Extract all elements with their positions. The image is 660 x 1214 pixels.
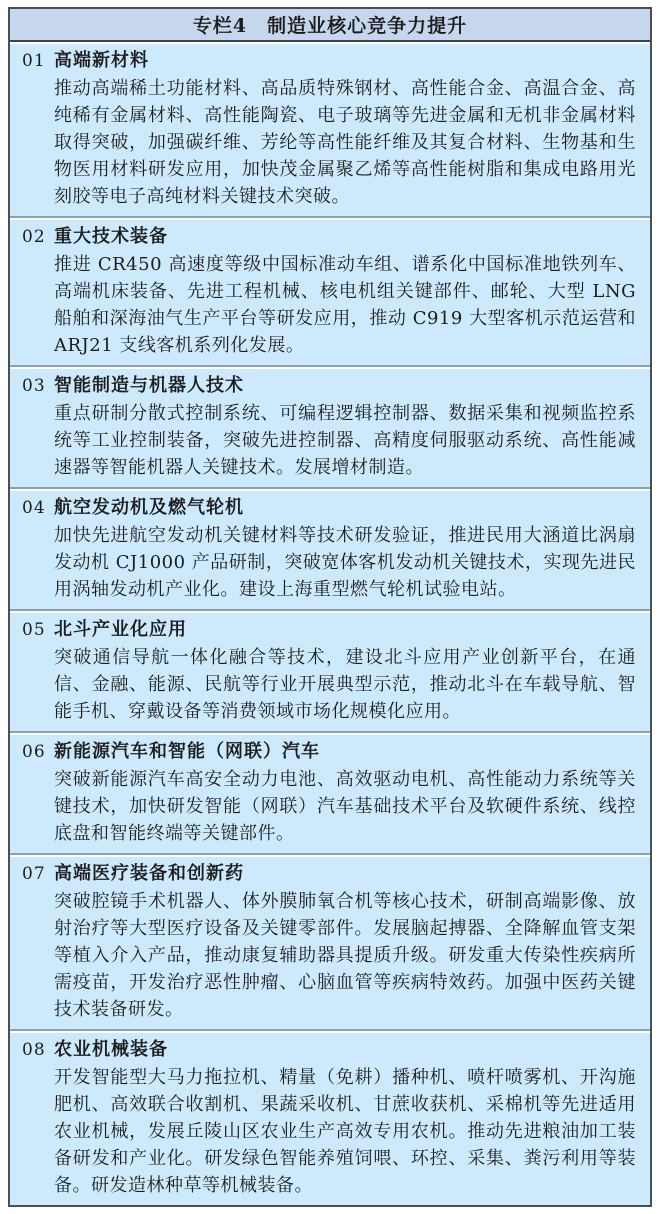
item-section (10, 487, 650, 609)
item-head (22, 616, 638, 644)
item-section (10, 1029, 650, 1205)
item-body: 重点研制分散式控制系统、可编程逻辑控制器、数据采集和视频监控系统等工业控制装备，突破先进控制器、高精度伺服驱动系统、高性能减速器等智能机器人关键技术。发展增材制造。 (54, 403, 636, 478)
item-number: 06 (22, 742, 46, 762)
panel-header (10, 9, 650, 42)
item-head (22, 223, 638, 251)
item-title: 新能源汽车和智能（网联）汽车 (54, 741, 320, 762)
item-body: 突破通信导航一体化融合等技术，建设北斗应用产业创新平台，在通信、金融、能源、民航等行业开展典型示范，推动北斗在车载导航、智能手机、穿戴设备等消费领域市场化规模化应用。 (54, 647, 636, 722)
item-section (10, 365, 650, 487)
item-title: 高端医疗装备和创新药 (54, 863, 244, 884)
item-head (22, 738, 638, 766)
item-body: 推进 CR450 高速度等级中国标准动车组、谱系化中国标准地铁列车、高端机床装备、先进工程机械、核电机组关键部件、邮轮、大型 LNG 船舶和深海油气生产平台等研发应用，推动 C919 大型客机示范运营和 ARJ21 支线客机系列化发展。 (54, 254, 636, 356)
item-body: 突破腔镜手术机器人、体外膜肺氧合机等核心技术，研制高端影像、放射治疗等大型医疗设备及关键零部件。发展脑起搏器、全降解血管支架等植入介入产品，推动康复辅助器具提质升级。研发重大传染性疾病所需疫苗，开发治疗恶性肿瘤、心脑血管等疾病特效药。加强中医药关键技术装备研发。 (54, 891, 636, 1020)
item-number: 08 (22, 1040, 46, 1060)
item-body: 加快先进航空发动机关键材料等技术研发验证，推进民用大涵道比涡扇发动机 CJ1000 产品研制，突破宽体客机发动机关键技术，实现先进民用涡轴发动机产业化。建设上海重型燃气轮机试验电站。 (54, 525, 636, 600)
item-title: 航空发动机及燃气轮机 (54, 497, 244, 518)
item-title: 农业机械装备 (54, 1039, 168, 1060)
item-head (22, 372, 638, 400)
item-number: 02 (22, 227, 46, 247)
feature-box-panel (8, 7, 652, 1207)
item-number: 03 (22, 376, 46, 396)
item-head (22, 1036, 638, 1064)
item-section (10, 853, 650, 1029)
item-body: 突破新能源汽车高安全动力电池、高效驱动电机、高性能动力系统等关键技术，加快研发智能（网联）汽车基础技术平台及软硬件系统、线控底盘和智能终端等关键部件。 (54, 769, 636, 844)
item-list (10, 42, 650, 1205)
item-section (10, 42, 650, 216)
item-body: 开发智能型大马力拖拉机、精量（免耕）播种机、喷杆喷雾机、开沟施肥机、高效联合收割机、果蔬采收机、甘蔗收获机、采棉机等先进适用农业机械，发展丘陵山区农业生产高效专用农机。推动先进粮油加工装备研发和产业化。研发绿色智能养殖饲喂、环控、采集、粪污利用等装备。研发造林种草等机械装备。 (54, 1067, 636, 1196)
item-number: 01 (22, 51, 46, 71)
item-number: 05 (22, 620, 46, 640)
item-head (22, 494, 638, 522)
item-section (10, 216, 650, 365)
item-head (22, 860, 638, 888)
item-section (10, 609, 650, 731)
item-number: 07 (22, 864, 46, 884)
item-section (10, 731, 650, 853)
item-body: 推动高端稀土功能材料、高品质特殊钢材、高性能合金、高温合金、高纯稀有金属材料、高性能陶瓷、电子玻璃等先进金属和无机非金属材料取得突破，加强碳纤维、芳纶等高性能纤维及其复合材料、生物基和生物医用材料研发应用，加快茂金属聚乙烯等高性能树脂和集成电路用光刻胶等电子高纯材料关键技术突破。 (54, 78, 636, 207)
panel-title: 专栏4 制造业核心竞争力提升 (192, 15, 468, 37)
item-title: 北斗产业化应用 (54, 619, 187, 640)
item-head (22, 47, 638, 75)
item-title: 重大技术装备 (54, 226, 168, 247)
item-title: 智能制造与机器人技术 (54, 375, 244, 396)
item-title: 高端新材料 (54, 50, 149, 71)
item-number: 04 (22, 498, 46, 518)
